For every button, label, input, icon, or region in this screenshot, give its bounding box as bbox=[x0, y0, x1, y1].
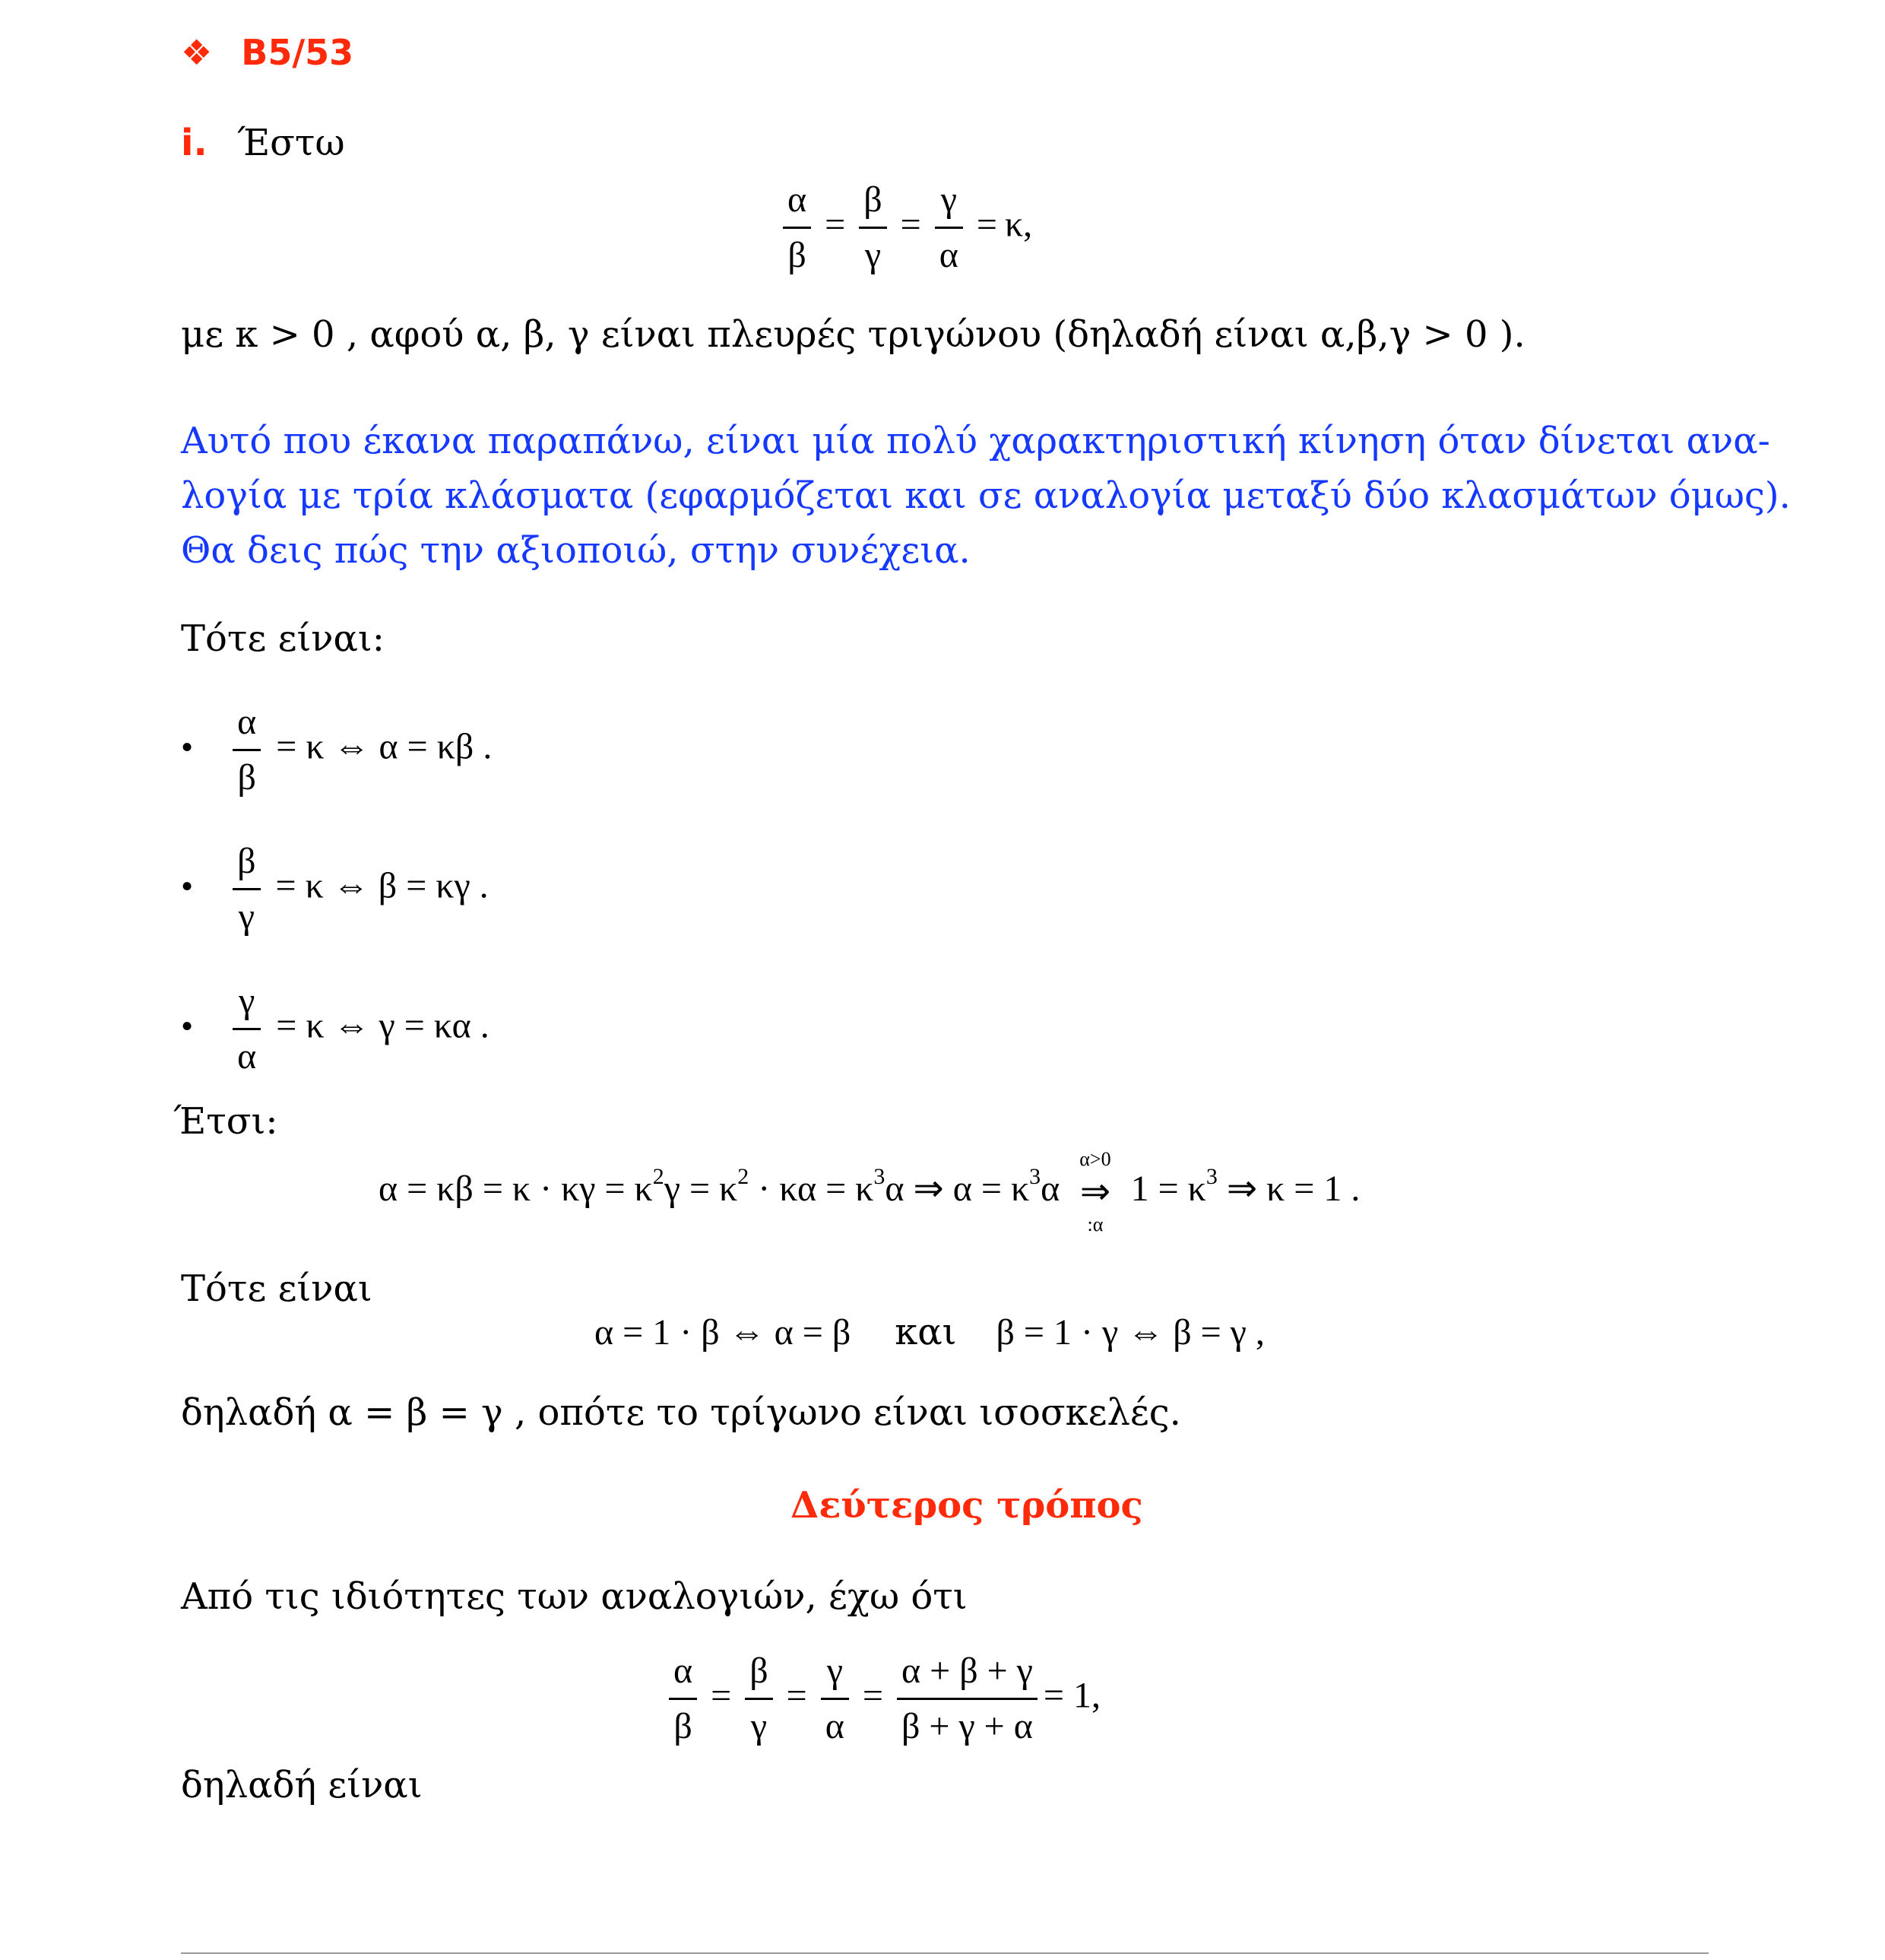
bullet-rest: = κ ⇔ α = κβ . bbox=[276, 726, 493, 767]
fraction-sum: $\frac{\alpha + \beta + \gamma}{\beta + \gamma + \alpha}$ bbox=[897, 1644, 1038, 1753]
part-i-intro bbox=[181, 120, 345, 166]
bullet-item-3 bbox=[181, 975, 489, 1083]
conclusion-text: δηλαδή α = β = γ , οπότε το τρίγωνο είναι ισοσκελές. bbox=[181, 1391, 1181, 1434]
fraction-b-over-c: $\frac{\beta}{\gamma}$ bbox=[859, 173, 886, 282]
bullet-item-2 bbox=[181, 835, 489, 944]
equation-kai: α = 1 · β ⇔ α = β και β = 1 · γ ⇔ β = γ , bbox=[594, 1311, 1265, 1353]
diamond-bullet-icon: ❖ bbox=[181, 32, 213, 73]
fraction: $\frac{\alpha}{\beta}$ bbox=[233, 696, 261, 804]
fraction-a-over-b: $\frac{\alpha}{\beta}$ bbox=[669, 1644, 697, 1753]
fraction-c-over-a: $\frac{\gamma}{\alpha}$ bbox=[935, 173, 963, 282]
bullet-icon: • bbox=[181, 866, 194, 905]
equation-chain: $\alpha = \kappa\beta = \kappa \cdot \kappa\gamma = \kappa^2\gamma = \kappa^2 \cdot \kappa\alpha = \kappa^3\alpha$ ⇒ $\alpha = \kappa^3\alpha$ α>0 ⇒ :α $1 = \kappa^3$ ⇒ κ = 1 . bbox=[379, 1148, 1361, 1235]
note-line-2: λογία με τρία κλάσματα (εφαρμόζεται και σε αναλογία μεταξύ δύο κλασμάτων όμως). bbox=[181, 474, 1791, 517]
exercise-label: B5/53 bbox=[241, 32, 354, 73]
then-text-2: Τότε είναι bbox=[181, 1267, 372, 1310]
fraction-a-over-b: $\frac{\alpha}{\beta}$ bbox=[783, 173, 811, 282]
bullet-icon: • bbox=[181, 1006, 194, 1045]
part-marker: i. bbox=[181, 122, 208, 164]
bullet-item-1 bbox=[181, 696, 492, 804]
fraction-b-over-c: $\frac{\beta}{\gamma}$ bbox=[745, 1644, 772, 1753]
final-text: δηλαδή είναι bbox=[181, 1764, 423, 1806]
condition-text: με κ > 0 , αφού α, β, γ είναι πλευρές τριγώνου (δηλαδή είναι α,β,γ > 0 ). bbox=[181, 313, 1525, 356]
footer-divider bbox=[181, 1952, 1709, 1954]
section-header bbox=[181, 32, 353, 73]
second-method-heading: Δεύτερος τρόπος bbox=[790, 1484, 1143, 1527]
note-line-3: Θα δεις πώς την αξιοποιώ, στην συνέχεια. bbox=[181, 529, 971, 572]
equation-ratio: $\frac{\alpha}{\beta}$ = $\frac{\beta}{\gamma}$ = $\frac{\gamma}{\alpha}$ = κ, bbox=[777, 173, 1032, 282]
intro-text: Έστω bbox=[236, 122, 345, 164]
so-text: Έτσι: bbox=[173, 1100, 278, 1143]
fraction: $\frac{\beta}{\gamma}$ bbox=[233, 835, 260, 944]
fraction: $\frac{\gamma}{\alpha}$ bbox=[233, 975, 261, 1083]
equation-sum-ratio: $\frac{\alpha}{\beta}$ = $\frac{\beta}{\gamma}$ = $\frac{\gamma}{\alpha}$ = $\frac{\alpha + \beta + \gamma}{\beta + \gamma + \alpha}$ = 1, bbox=[663, 1644, 1101, 1753]
then-text: Τότε είναι: bbox=[181, 617, 385, 660]
properties-text: Από τις ιδιότητες των αναλογιών, έχω ότι bbox=[181, 1575, 968, 1618]
bullet-rest: = κ ⇔ γ = κα . bbox=[276, 1005, 489, 1046]
note-line-1: Αυτό που έκανα παραπάνω, είναι μία πολύ χαρακτηριστική κίνηση όταν δίνεται ανα- bbox=[181, 420, 1770, 462]
conditional-arrow: α>0 ⇒ :α bbox=[1079, 1148, 1111, 1235]
fraction-c-over-a: $\frac{\gamma}{\alpha}$ bbox=[821, 1644, 849, 1753]
bullet-icon: • bbox=[181, 727, 194, 766]
bullet-rest: = κ ⇔ β = κγ . bbox=[275, 865, 489, 906]
